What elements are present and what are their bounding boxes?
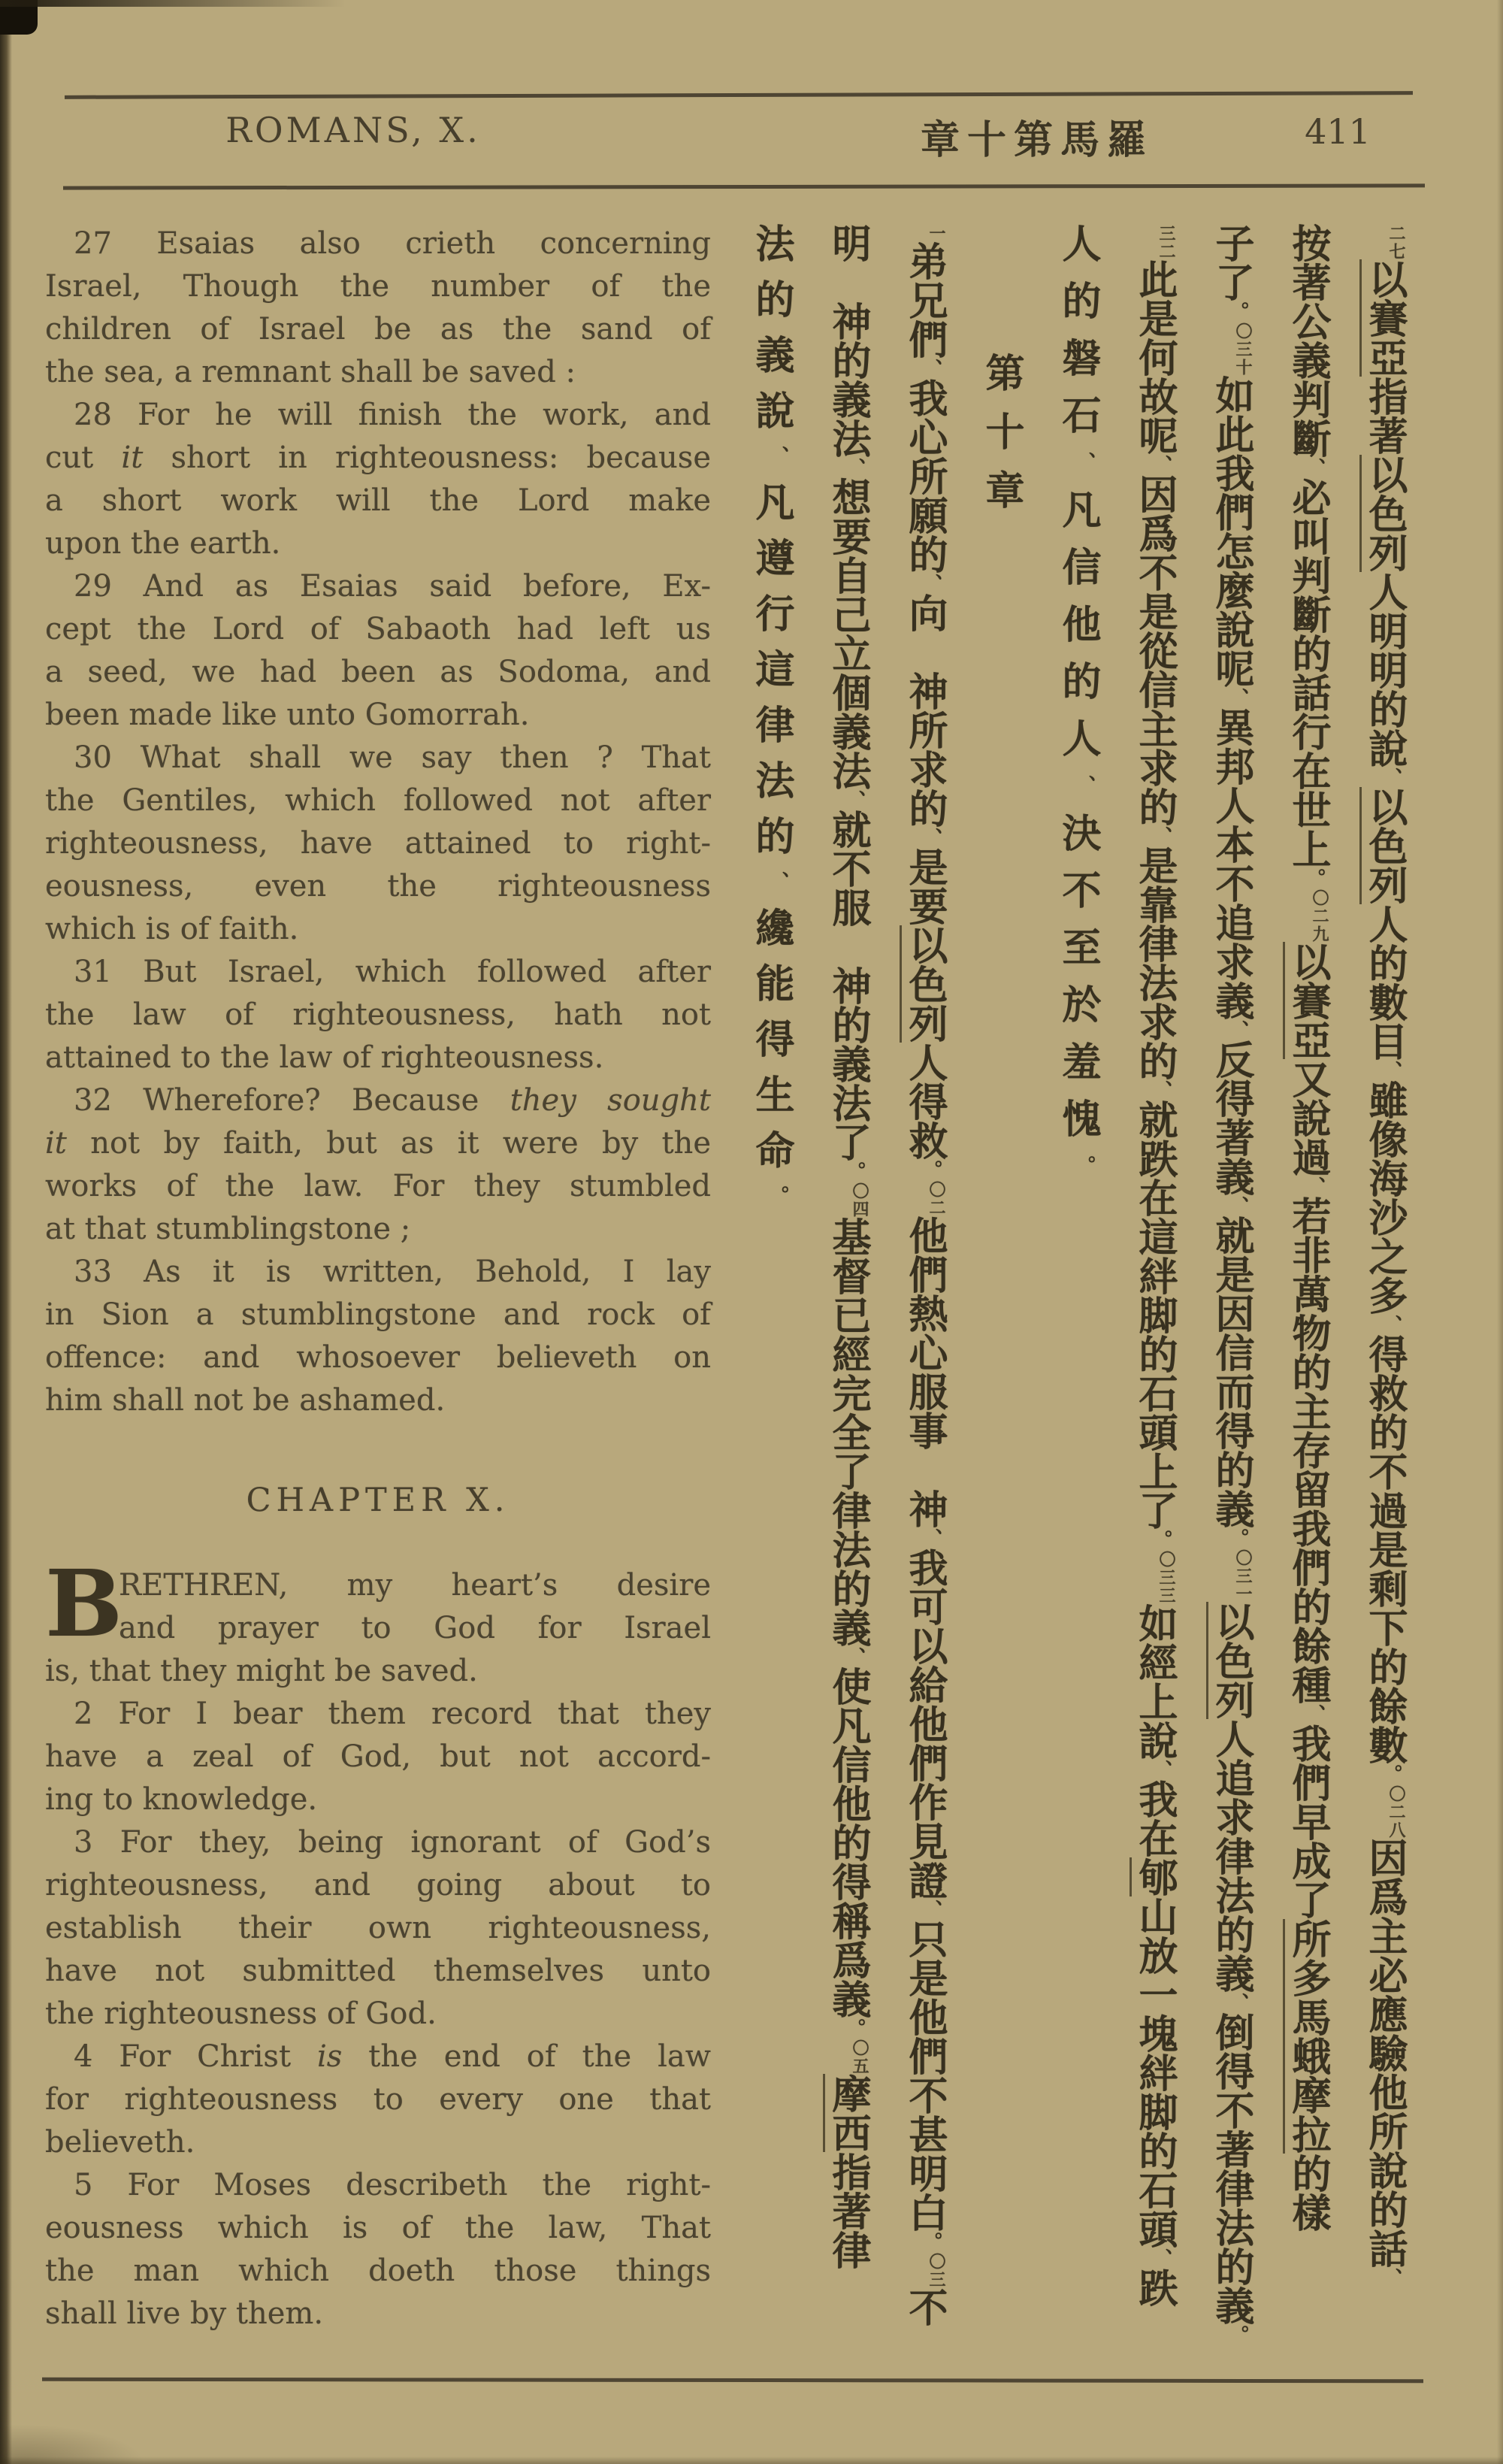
- verse-line: at that stumblingstone ;: [45, 1212, 411, 1246]
- punctuation-mark: 。: [843, 1161, 866, 1181]
- punctuation-mark: 、: [1380, 2268, 1402, 2287]
- verse-line: 27 Esaias also crieth concerning: [74, 226, 711, 261]
- punctuation-mark: 、: [843, 1647, 866, 1666]
- page-number: 411: [1305, 111, 1371, 152]
- verse-number-marker: 〇二: [927, 1181, 946, 1217]
- proper-noun: 以賽亞: [1359, 259, 1408, 377]
- punctuation-mark: 、: [1303, 1176, 1326, 1196]
- scan-edge-top: [0, 0, 346, 7]
- scripture-text: 此是何故呢、因爲不是從信主求的、是靠律法求的、就跌在這絆脚的石頭上了。: [1132, 259, 1178, 1549]
- scripture-text: 第十章: [978, 353, 1024, 528]
- chinese-column-8: [809, 223, 886, 2379]
- punctuation-mark: 、: [1073, 775, 1096, 813]
- punctuation-mark: 。: [1226, 2325, 1249, 2344]
- punctuation-mark: 、: [920, 359, 942, 378]
- scripture-text: 人的數目、雖像海沙之多、得救的不過是剩下的餘數。: [1362, 904, 1408, 1784]
- verse-number-marker: 二七: [1387, 225, 1406, 261]
- frame-rule-below-header: [63, 183, 1425, 189]
- verse-line: 4 For Christ is the end of the law: [74, 2039, 711, 2074]
- proper-noun: 郇: [1130, 1857, 1178, 1896]
- verse-line: and prayer to God for Israel: [119, 1611, 711, 1645]
- verse-line: 29 And as Esaias said before, Ex-: [74, 569, 711, 604]
- scripture-text: 他們熱心服事 神、我可以給他們作見證、只是他們不甚明白。: [902, 1215, 948, 2251]
- frame-rule-right: [1423, 96, 1426, 2381]
- verse-paragraph: [45, 1549, 711, 1693]
- verse-line: in Sion a stumblingstone and rock of: [45, 1297, 711, 1332]
- scripture-text: 的樣: [1285, 2154, 1331, 2232]
- chinese-column-2: [1269, 223, 1346, 2379]
- punctuation-mark: 、: [920, 1899, 942, 1919]
- scripture-text: 如此我們怎麼說呢、異邦人本不追求義、反得著義、就是因信而得的義。: [1208, 375, 1254, 1548]
- scripture-text: 人得救。: [902, 1043, 948, 1179]
- verse-line: the Gentiles, which followed not after: [45, 783, 711, 818]
- punctuation-mark: 、: [1226, 1196, 1249, 1215]
- verse-line: works of the law. For they stumbled: [45, 1169, 711, 1203]
- verse-paragraph: [45, 1079, 711, 1251]
- proper-noun: 摩西: [823, 2074, 871, 2152]
- punctuation-mark: 。: [767, 1185, 789, 1221]
- chinese-chapter-heading: [963, 223, 1039, 2379]
- scripture-text: 山放一塊絆脚的石頭、跌: [1132, 1896, 1178, 2307]
- running-head-chinese: 章十第馬羅: [920, 117, 1154, 163]
- punctuation-mark: 。: [1150, 1530, 1172, 1549]
- verse-line: cept the Lord of Sabaoth had left us: [45, 612, 711, 646]
- verse-line: eousness, even the righteousness: [45, 869, 711, 904]
- verse-number-marker: 〇二八: [1387, 1785, 1406, 1839]
- scripture-text: 人的磐石、凡信他的人、決不至於羞愧。: [1055, 223, 1101, 1193]
- proper-noun: 以賽亞: [1283, 942, 1331, 1059]
- scripture-text: 子了。: [1208, 223, 1254, 321]
- verse-line: 3 For they, being ignorant of God’s: [74, 1825, 711, 1860]
- drop-cap: B: [45, 1549, 123, 1657]
- punctuation-mark: 、: [920, 574, 942, 593]
- frame-rule-left: [32, 93, 35, 2381]
- verse-line: which is of faith.: [45, 912, 299, 946]
- punctuation-mark: 、: [767, 446, 789, 482]
- verse-line: 30 What shall we say then ? That: [74, 740, 711, 775]
- verse-line: Israel, Though the number of the: [45, 269, 711, 304]
- punctuation-mark: 。: [920, 2232, 942, 2251]
- english-romans10-verses: [45, 1549, 711, 2335]
- verse-line: 32 Wherefore? Because they sought: [74, 1083, 711, 1118]
- punctuation-mark: 、: [1226, 688, 1249, 707]
- verse-line: shall live by them.: [45, 2296, 324, 2331]
- punctuation-mark: 、: [843, 790, 866, 810]
- verse-line: offence: and whosoever believeth on: [45, 1340, 711, 1375]
- punctuation-mark: 、: [920, 1528, 942, 1548]
- scripture-text: 人明明的說、: [1362, 572, 1408, 787]
- punctuation-mark: 、: [1150, 2248, 1172, 2268]
- scan-corner-artifact: [0, 0, 38, 35]
- punctuation-mark: 。: [843, 2018, 866, 2038]
- verse-paragraph: [45, 394, 711, 565]
- verse-line: eousness which is of the law, That: [45, 2211, 711, 2245]
- verse-line: righteousness, and going about to: [45, 1868, 711, 1902]
- verse-line: a seed, we had been as Sodoma, and: [45, 655, 711, 689]
- punctuation-mark: 、: [1150, 455, 1172, 474]
- english-text-column: [45, 222, 711, 2335]
- verse-paragraph: [45, 222, 711, 394]
- chinese-column-9: [733, 223, 809, 2379]
- verse-line: cut it short in righteousness: because: [45, 440, 711, 475]
- verse-paragraph: [45, 1693, 711, 1821]
- verse-line: attained to the law of righteousness.: [45, 1040, 604, 1075]
- verse-number-marker: 〇三: [927, 2253, 946, 2289]
- english-romans9-verses: [45, 222, 711, 1422]
- scripture-text: 不: [902, 2287, 948, 2326]
- verse-line: upon the earth.: [45, 526, 281, 561]
- proper-noun: 以色列: [1206, 1602, 1254, 1719]
- chinese-column-7: [886, 223, 963, 2379]
- verse-number-marker: 〇四: [850, 1182, 869, 1218]
- verse-line: children of Israel be as the sand of: [45, 312, 711, 347]
- punctuation-mark: 、: [1226, 1020, 1249, 1040]
- punctuation-mark: 、: [767, 871, 789, 907]
- proper-noun: 以色列: [900, 925, 948, 1043]
- scripture-text: 指著: [1362, 377, 1408, 455]
- scan-smudge-bottom-left: [0, 2381, 256, 2464]
- verse-number-marker: 〇三三: [1157, 1551, 1176, 1605]
- running-head-english: ROMANS, X.: [225, 110, 481, 150]
- verse-line: RETHREN, my heart’s desire: [119, 1568, 711, 1603]
- verse-line: it not by faith, but as it were by the: [45, 1126, 711, 1161]
- verse-line: 28 For he will finish the work, and: [74, 398, 711, 432]
- punctuation-mark: 。: [1380, 1764, 1402, 1784]
- scripture-text: 如經上說、我在: [1132, 1603, 1178, 1857]
- punctuation-mark: 、: [920, 828, 942, 847]
- verse-number-marker: 〇五: [850, 2039, 869, 2075]
- chapter-heading: CHAPTER X.: [246, 1482, 510, 1519]
- scan-edge-right: [1497, 0, 1503, 2464]
- punctuation-mark: 、: [1150, 1760, 1172, 1779]
- chinese-text-column: [733, 223, 1423, 2379]
- scripture-text: 指著律: [825, 2152, 871, 2269]
- verse-line: have not submitted themselves unto: [45, 1954, 711, 1988]
- punctuation-mark: 。: [1226, 301, 1249, 321]
- scripture-text: 明 神的義法、想要自己立個義法、就不服 神的義法了。: [825, 223, 871, 1181]
- verse-line: 33 As it is written, Behold, I lay: [74, 1255, 711, 1289]
- punctuation-mark: 、: [1226, 1993, 1249, 2012]
- punctuation-mark: 。: [920, 1160, 942, 1179]
- verse-paragraph: [45, 951, 711, 1079]
- punctuation-mark: 、: [1303, 1704, 1326, 1724]
- scan-edge-bottom: [0, 2456, 1503, 2464]
- punctuation-mark: 、: [1380, 1061, 1402, 1080]
- punctuation-mark: 、: [1150, 1080, 1172, 1100]
- column-divider-rule: [715, 189, 718, 2380]
- verse-line: is, that they might be saved.: [45, 1654, 478, 1688]
- chinese-column-4: [1116, 223, 1193, 2379]
- punctuation-mark: 、: [1380, 767, 1402, 787]
- verse-line: 2 For I bear them record that they: [74, 1697, 711, 1731]
- verse-line: a short work will the Lord make: [45, 483, 711, 518]
- punctuation-mark: 。: [1073, 1155, 1096, 1193]
- scripture-text: 弟兄們、我心所願的、向 神所求的、是要: [902, 241, 948, 925]
- verse-paragraph: [45, 2036, 711, 2164]
- frame-rule-top: [65, 91, 1413, 99]
- punctuation-mark: 、: [1380, 1315, 1402, 1334]
- verse-line: have a zeal of God, but not accord-: [45, 1739, 711, 1774]
- verse-paragraph: [45, 1251, 711, 1422]
- scripture-text: 基督已經完全了律法的義、使凡信他的得稱爲義。: [825, 1217, 871, 2038]
- verse-line: ing to knowledge.: [45, 1782, 318, 1817]
- verse-number-marker: 〇二九: [1310, 889, 1329, 943]
- punctuation-mark: 。: [1303, 868, 1326, 888]
- verse-line: establish their own righteousness,: [45, 1911, 711, 1945]
- proper-noun: 所多馬: [1283, 1919, 1331, 2036]
- punctuation-mark: 、: [1073, 452, 1096, 489]
- chinese-column-1: [1346, 223, 1423, 2379]
- verse-number-marker: 〇三一: [1233, 1549, 1253, 1603]
- scripture-text: 因爲主必應驗他所說的話、: [1362, 1838, 1408, 2287]
- proper-noun: 蛾摩拉: [1283, 2036, 1331, 2154]
- verse-line: righteousness, have attained to right-: [45, 826, 711, 861]
- verse-line: believeth.: [45, 2125, 195, 2160]
- verse-line: 31 But Israel, which followed after: [74, 955, 711, 989]
- verse-line: the man which doeth those things: [45, 2254, 711, 2288]
- scripture-text: 又說過、若非萬物的主存留我們的餘種、我們早成了: [1285, 1059, 1331, 1919]
- chinese-column-3: [1193, 223, 1269, 2379]
- punctuation-mark: 、: [1150, 826, 1172, 846]
- proper-noun: 以色列: [1359, 455, 1408, 572]
- chinese-column-5: [1039, 223, 1116, 2379]
- verse-paragraph: [45, 2164, 711, 2335]
- punctuation-mark: 、: [1303, 458, 1326, 477]
- verse-paragraph: [45, 565, 711, 737]
- verse-number-marker: 三二: [1157, 225, 1176, 261]
- scripture-text: 按著公義判斷、必叫判斷的話行在世上。: [1285, 223, 1331, 888]
- verse-paragraph: [45, 737, 711, 951]
- punctuation-mark: 。: [1226, 1528, 1249, 1548]
- verse-line: him shall not be ashamed.: [45, 1383, 446, 1418]
- proper-noun: 以色列: [1359, 787, 1408, 904]
- verse-line: 5 For Moses describeth the right-: [74, 2168, 711, 2202]
- verse-line: been made like unto Gomorrah.: [45, 698, 530, 732]
- scripture-text: 人追求律法的義、倒得不著律法的義。: [1208, 1719, 1254, 2344]
- verse-number-marker: 一: [927, 225, 946, 243]
- verse-line: the law of righteousness, hath not: [45, 997, 711, 1032]
- scripture-text: 法的義說、凡遵行這律法的、纔能得生命。: [748, 223, 794, 1221]
- verse-line: the righteousness of God.: [45, 1996, 437, 2031]
- verse-line: for righteousness to every one that: [45, 2082, 711, 2117]
- verse-paragraph: [45, 1821, 711, 2036]
- verse-number-marker: 〇三十: [1233, 322, 1253, 377]
- punctuation-mark: 、: [843, 458, 866, 477]
- verse-line: the sea, a remnant shall be saved :: [45, 355, 576, 389]
- scan-edge-left: [0, 0, 12, 2464]
